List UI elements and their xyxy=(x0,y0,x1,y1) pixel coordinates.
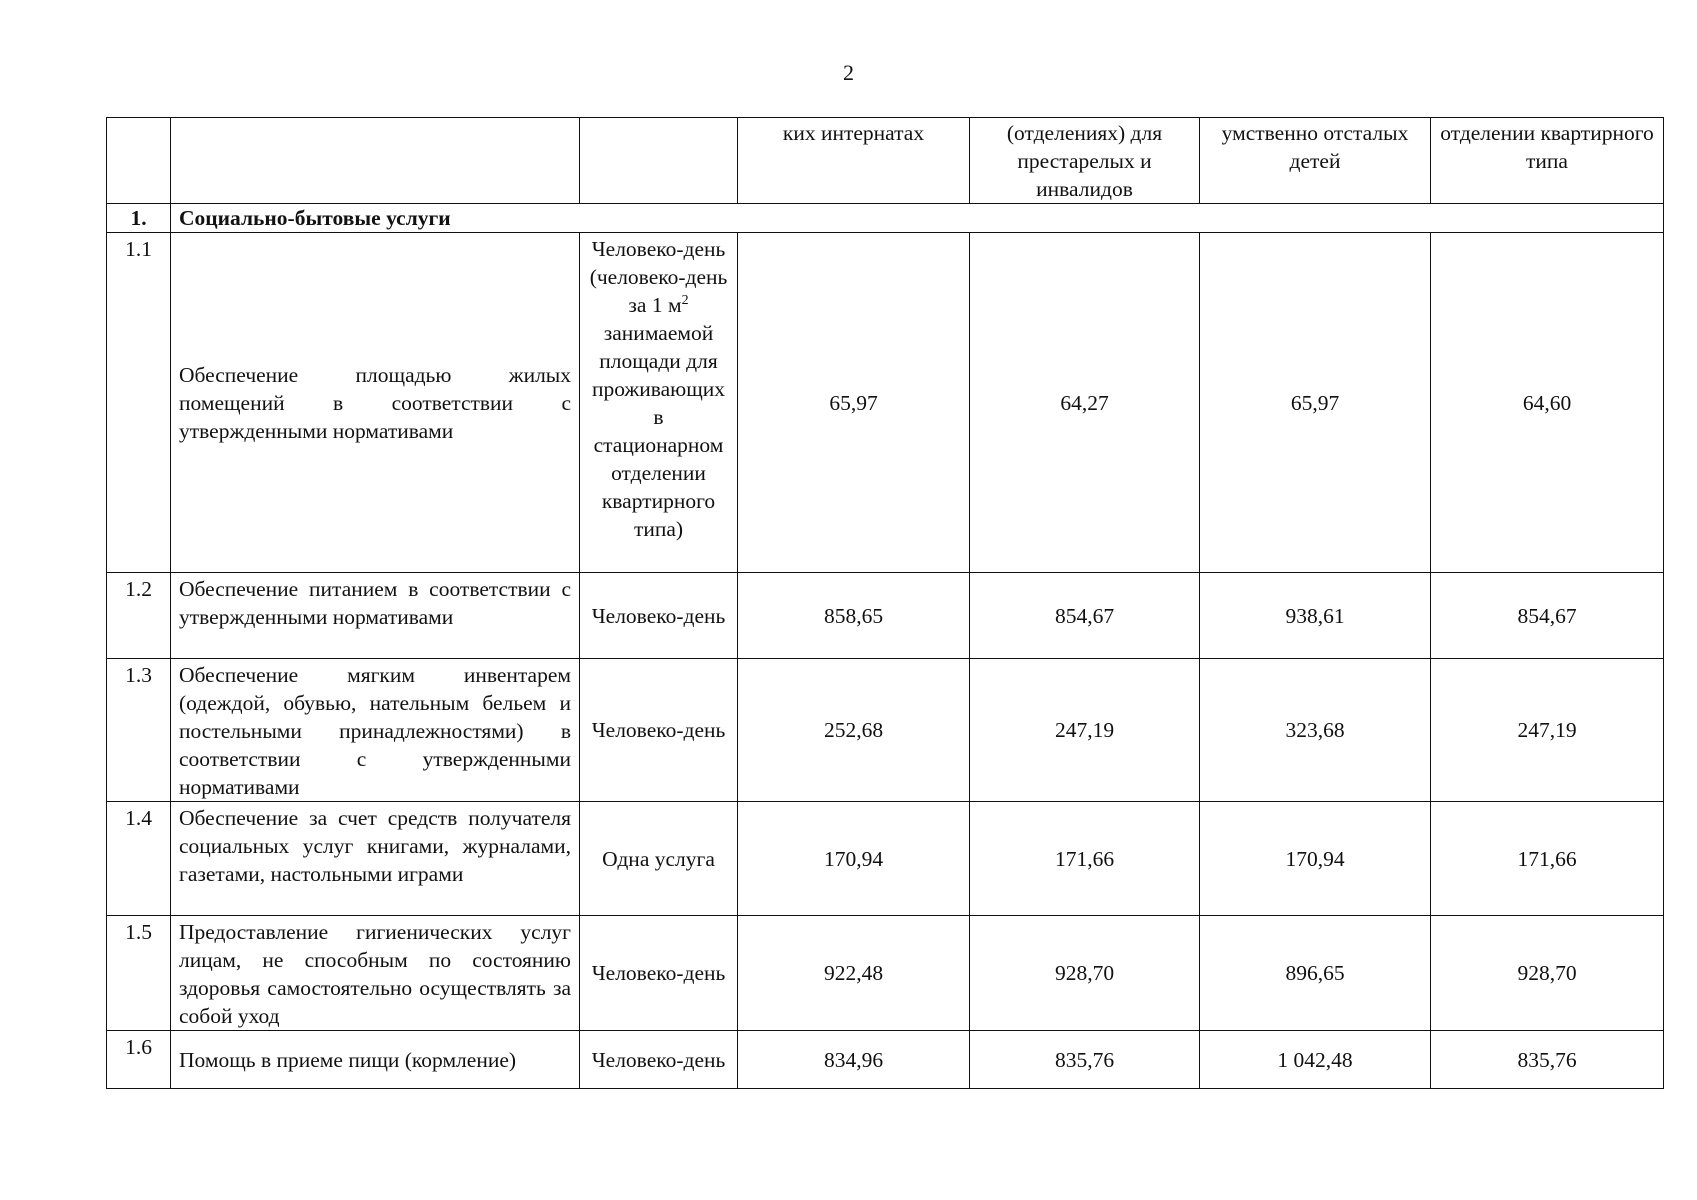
value-cell-v1: 922,48 xyxy=(738,916,970,1031)
header-cell-v2: (отделениях) для престарелых и инвалидов xyxy=(970,118,1200,204)
row-number: 1.2 xyxy=(107,573,171,659)
table-header-row xyxy=(107,118,1664,204)
unit-of-measure xyxy=(580,233,738,573)
value-cell-v3: 65,97 xyxy=(1200,233,1431,573)
value-cell-v1: 170,94 xyxy=(738,802,970,916)
service-name: Обеспечение мягким инвентарем (одеждой, обувью, нательным бельем и постельными принадлежностями) в соответствии с утвержденными нормативами xyxy=(171,659,580,802)
unit-of-measure: Человеко-день xyxy=(580,573,738,659)
header-cell-unit xyxy=(580,118,738,204)
row-number: 1.3 xyxy=(107,659,171,802)
value-cell-v4: 171,66 xyxy=(1431,802,1664,916)
value-cell-v1: 858,65 xyxy=(738,573,970,659)
tariff-table xyxy=(106,117,1664,1089)
value-cell-v2: 247,19 xyxy=(970,659,1200,802)
unit-of-measure: Человеко-день xyxy=(580,916,738,1031)
header-cell-num xyxy=(107,118,171,204)
header-cell-v4: отделении квартирного типа xyxy=(1431,118,1664,204)
value-cell-v4: 854,67 xyxy=(1431,573,1664,659)
row-number: 1.5 xyxy=(107,916,171,1031)
service-name: Помощь в приеме пищи (кормление) xyxy=(171,1031,580,1089)
unit-text-part: занимаемой площади для проживающих в стационарном отделении квартирного типа) xyxy=(591,321,726,541)
table-row xyxy=(107,659,1664,802)
header-cell-v3: умственно отсталых детей xyxy=(1200,118,1431,204)
table-row xyxy=(107,916,1664,1031)
unit-of-measure: Человеко-день xyxy=(580,659,738,802)
unit-superscript: 2 xyxy=(681,292,689,308)
service-name: Обеспечение питанием в соответствии с утвержденными нормативами xyxy=(171,573,580,659)
value-cell-v3: 896,65 xyxy=(1200,916,1431,1031)
value-cell-v2: 835,76 xyxy=(970,1031,1200,1089)
service-name: Обеспечение за счет средств получателя социальных услуг книгами, журналами, газетами, настольными играми xyxy=(171,802,580,916)
table-row xyxy=(107,802,1664,916)
service-name: Предоставление гигиенических услуг лицам, не способным по состоянию здоровья самостоятельно осуществлять за собой уход xyxy=(171,916,580,1031)
value-cell-v3: 1 042,48 xyxy=(1200,1031,1431,1089)
value-cell-v1: 252,68 xyxy=(738,659,970,802)
value-cell-v4: 64,60 xyxy=(1431,233,1664,573)
value-cell-v2: 854,67 xyxy=(970,573,1200,659)
header-cell-v1: ких интернатах xyxy=(738,118,970,204)
header-cell-name xyxy=(171,118,580,204)
value-cell-v4: 247,19 xyxy=(1431,659,1664,802)
value-cell-v2: 171,66 xyxy=(970,802,1200,916)
unit-of-measure: Человеко-день xyxy=(580,1031,738,1089)
table-row xyxy=(107,1031,1664,1089)
unit-text-part: Человеко-день (человеко-день за 1 м xyxy=(589,237,728,317)
section-title: Социально-бытовые услуги xyxy=(171,204,1664,233)
section-number: 1. xyxy=(107,204,171,233)
table-row xyxy=(107,233,1664,573)
value-cell-v2: 928,70 xyxy=(970,916,1200,1031)
table-row xyxy=(107,573,1664,659)
value-cell-v2: 64,27 xyxy=(970,233,1200,573)
value-cell-v1: 834,96 xyxy=(738,1031,970,1089)
row-number: 1.6 xyxy=(107,1031,171,1089)
section-row xyxy=(107,204,1664,233)
row-number: 1.4 xyxy=(107,802,171,916)
unit-of-measure: Одна услуга xyxy=(580,802,738,916)
value-cell-v3: 938,61 xyxy=(1200,573,1431,659)
row-number: 1.1 xyxy=(107,233,171,573)
page-number: 2 xyxy=(843,60,854,85)
value-cell-v3: 170,94 xyxy=(1200,802,1431,916)
value-cell-v4: 928,70 xyxy=(1431,916,1664,1031)
value-cell-v3: 323,68 xyxy=(1200,659,1431,802)
value-cell-v1: 65,97 xyxy=(738,233,970,573)
value-cell-v4: 835,76 xyxy=(1431,1031,1664,1089)
service-name: Обеспечение площадью жилых помещений в соответствии с утвержденными нормативами xyxy=(171,233,580,573)
